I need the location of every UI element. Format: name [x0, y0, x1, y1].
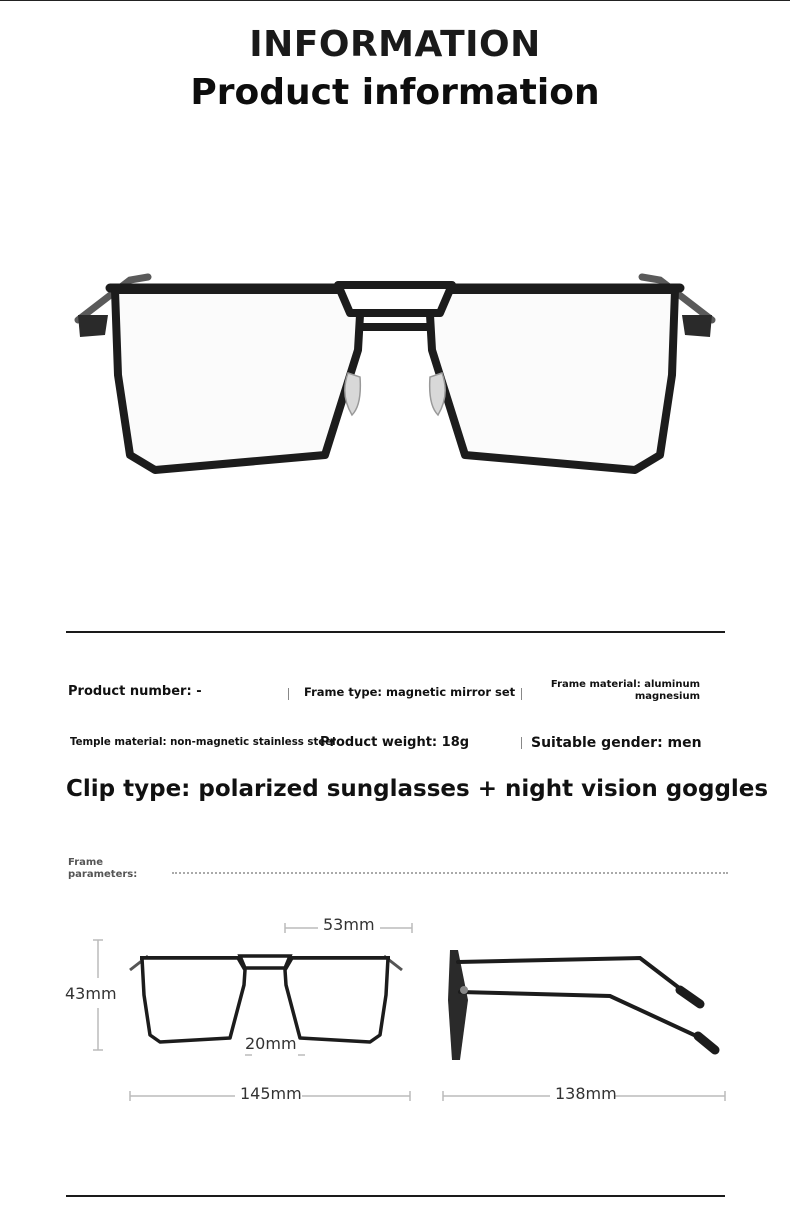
frame-material-line2: magnesium: [634, 691, 700, 702]
section-subtitle: Product information: [190, 72, 600, 113]
dotted-leader: [172, 872, 728, 874]
temple-material: Temple material: non-magnetic stainless steel: [70, 737, 336, 748]
frame-parameters-label: Frame parameters:: [68, 857, 138, 880]
frame-width-label: 145mm: [240, 1084, 302, 1103]
temple-length-label: 138mm: [555, 1084, 617, 1103]
frame-type: Frame type: magnetic mirror set: [304, 685, 516, 699]
separator: [521, 737, 522, 749]
frame-material: [551, 679, 700, 703]
front-dimension-diagram: [90, 920, 430, 1110]
top-divider: [0, 0, 790, 1]
frame-material-line1: Frame material: aluminum: [550, 679, 700, 690]
product-weight: Product weight: 18g: [320, 735, 470, 750]
lens-width-label: 53mm: [323, 915, 375, 934]
glasses-front-image: [60, 255, 730, 495]
separator: [288, 688, 289, 700]
bridge-label: 20mm: [245, 1034, 297, 1053]
section-title: INFORMATION: [249, 24, 541, 65]
lens-height-label: 43mm: [65, 984, 117, 1003]
divider: [66, 631, 725, 633]
suitable-gender: Suitable gender: men: [531, 735, 702, 751]
bottom-divider: [66, 1195, 725, 1197]
separator: [521, 688, 522, 700]
clip-type: Clip type: polarized sunglasses + night vision goggles: [66, 776, 769, 802]
product-number: Product number: -: [68, 684, 202, 699]
